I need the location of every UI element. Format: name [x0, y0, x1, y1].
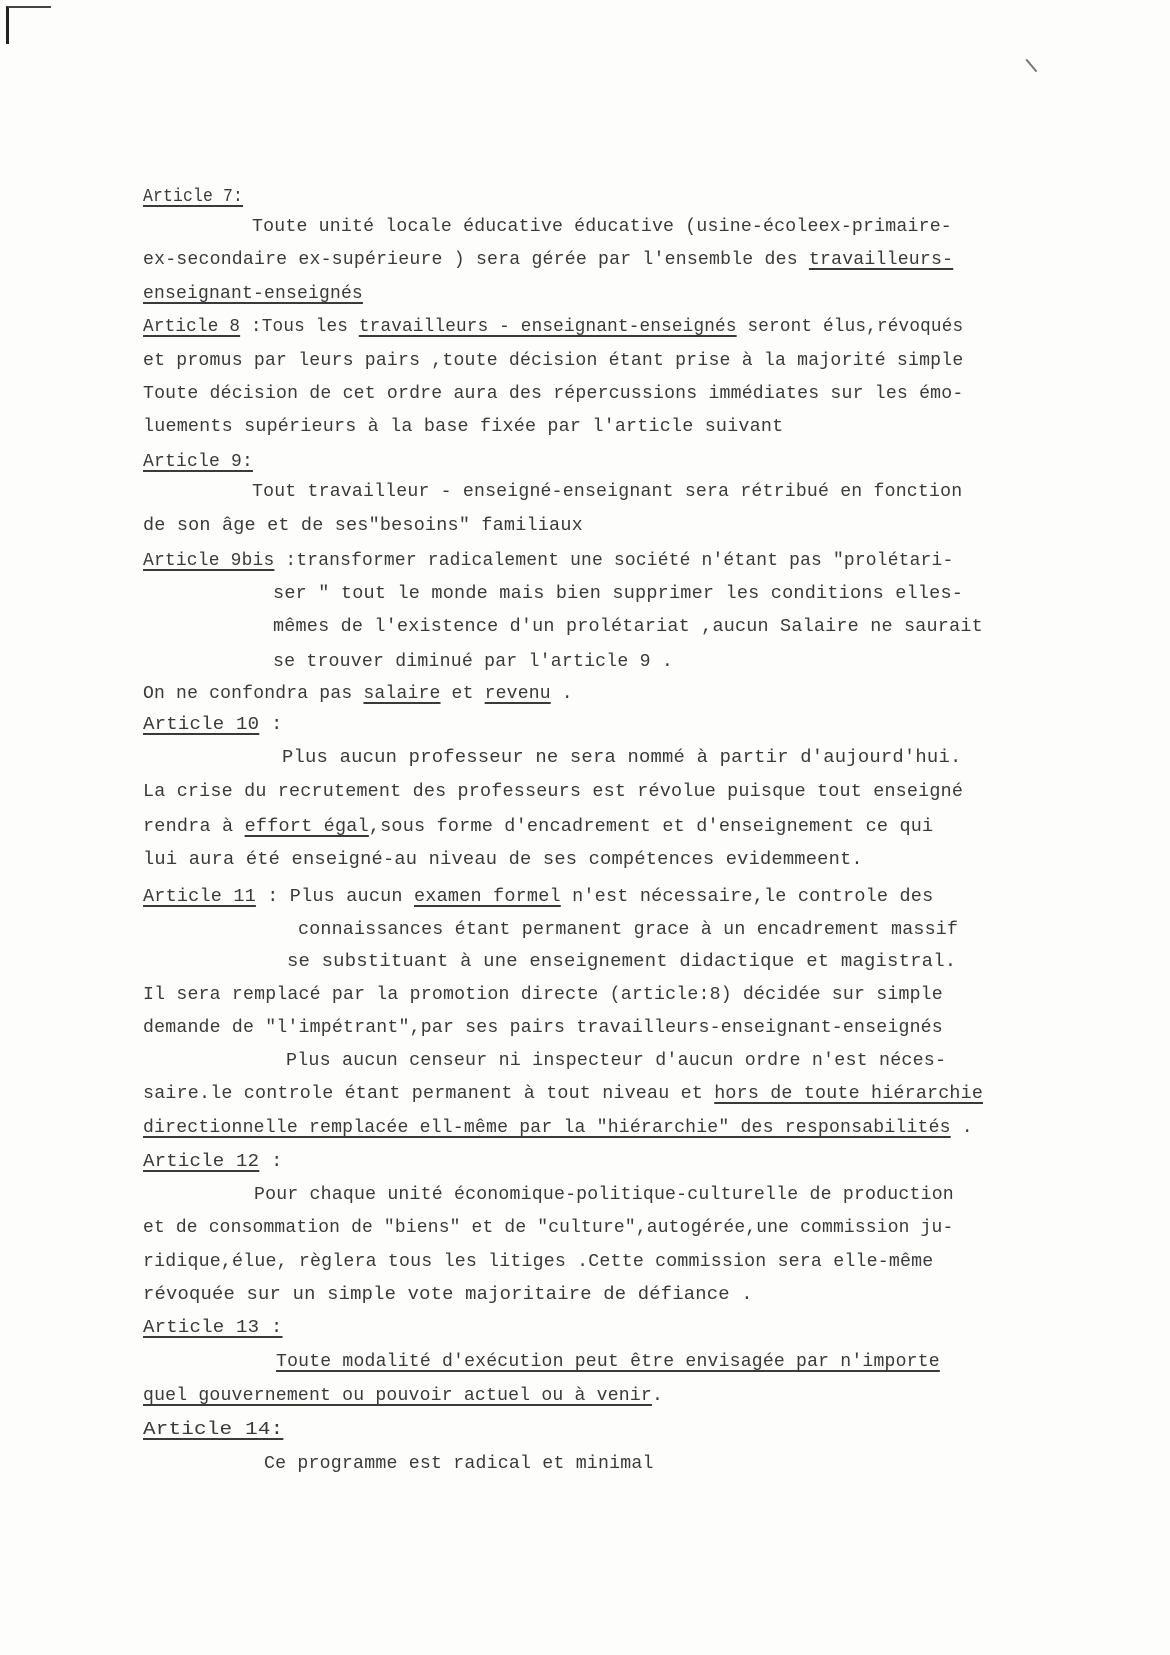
text-line	[143, 885, 933, 909]
text-line	[143, 415, 783, 439]
text-span: On ne confondra pas	[143, 683, 364, 704]
text-span: Pour chaque unité économique-politique-culturelle de production	[254, 1184, 954, 1205]
text-span: de son âge et de ses"besoins" familiaux	[143, 515, 583, 536]
underlined-text: Article 13 :	[143, 1317, 283, 1338]
text-line	[143, 1250, 933, 1274]
text-span: ex-secondaire ex-supérieure ) sera gérée par l'ensemble des	[143, 249, 809, 270]
text-span: demande de "l'impétrant",par ses pairs travailleurs-enseignant-enseignés	[143, 1017, 943, 1038]
text-line	[143, 282, 363, 306]
underlined-text: travailleurs-	[808, 249, 954, 270]
text-line	[143, 1384, 663, 1408]
underlined-text: quel gouvernement ou pouvoir actuel ou à venir	[143, 1385, 652, 1406]
text-span: .	[550, 683, 573, 704]
underlined-text: revenu	[484, 683, 551, 704]
text-line	[143, 1283, 753, 1307]
text-line	[143, 315, 963, 339]
text-span: La crise du recrutement des professeurs est révolue puisque tout enseigné	[143, 781, 964, 802]
text-line	[273, 650, 673, 674]
text-span: ser " tout le monde mais bien supprimer les conditions elles-	[273, 583, 964, 604]
underlined-text: Article 11	[143, 886, 256, 907]
text-line	[143, 248, 953, 272]
text-span: mêmes de l'existence d'un prolétariat ,aucun Salaire ne saurait	[273, 616, 983, 637]
underlined-text: effort égal	[244, 816, 369, 837]
text-line	[143, 1418, 283, 1442]
text-span: ridique,élue, règlera tous les litiges .Cette commission sera elle-même	[143, 1251, 934, 1272]
text-line	[287, 950, 956, 974]
text-line	[273, 615, 983, 639]
text-line	[143, 1150, 283, 1174]
text-line	[143, 549, 953, 573]
text-span: Toute unité locale éducative éducative (usine-écoleex-primaire-	[252, 216, 952, 237]
text-line	[143, 514, 583, 538]
text-span: :transformer radicalement une société n'étant pas "prolétari-	[274, 550, 954, 571]
underlined-text: Toute modalité d'exécution peut être envisagée par n'importe	[276, 1351, 940, 1372]
text-line	[254, 1183, 954, 1207]
text-span: seront élus,révoqués	[736, 316, 964, 337]
text-span: saire.le controle étant permanent à tout niveau et	[143, 1083, 715, 1104]
corner-scan-mark	[1015, 59, 1038, 82]
underlined-text: examen formel	[413, 886, 561, 907]
corner-crop-mark	[6, 6, 51, 44]
text-span: lui aura été enseigné-au niveau de ses compétences evidemmeent.	[143, 849, 863, 870]
text-span: n'est nécessaire,le controle des	[560, 886, 934, 907]
text-line	[143, 1316, 283, 1340]
text-span: Tout travailleur - enseigné-enseignant sera rétribué en fonction	[252, 481, 963, 502]
text-line	[282, 746, 961, 770]
text-line	[273, 582, 963, 606]
underlined-text: salaire	[363, 683, 441, 704]
text-span: se substituant à une enseignement didactique et magistral.	[287, 951, 957, 972]
text-span: rendra à	[143, 816, 245, 837]
text-span: .	[950, 1117, 973, 1138]
underlined-text: Article 8	[143, 316, 241, 337]
text-span: :Tous les	[240, 316, 359, 337]
text-line	[143, 382, 963, 406]
text-span: Il sera remplacé par la promotion directe (article:8) décidée sur simple	[143, 984, 943, 1005]
text-line	[143, 983, 943, 1007]
text-span: :	[259, 1151, 283, 1172]
underlined-text: hors de toute hiérarchie	[714, 1083, 984, 1104]
text-line	[143, 1216, 953, 1240]
text-line	[264, 1452, 654, 1476]
text-span: révoquée sur un simple vote majoritaire de défiance .	[143, 1284, 753, 1305]
text-span: se trouver diminué par l'article 9 .	[273, 651, 673, 672]
text-span: connaissances étant permanent grace à un encadrement massif	[298, 919, 959, 940]
text-span: ,sous forme d'encadrement et d'enseignement ce qui	[368, 816, 934, 837]
text-span: luements supérieurs à la base fixée par l'article suivant	[143, 416, 784, 437]
text-line	[252, 215, 952, 239]
underlined-text: Article 9:	[143, 451, 253, 472]
text-line	[252, 480, 962, 504]
underlined-text: Article 7:	[143, 186, 244, 207]
text-span: : Plus aucun	[255, 886, 414, 907]
underlined-text: enseignant-enseignés	[143, 283, 363, 304]
text-line	[143, 780, 963, 804]
underlined-text: directionnelle remplacée ell-même par la "hiérarchie" des responsabilités	[143, 1117, 951, 1138]
underlined-text: Article 9bis	[143, 550, 275, 571]
text-span: Toute décision de cet ordre aura des répercussions immédiates sur les émo-	[143, 383, 964, 404]
text-span: .	[651, 1385, 664, 1406]
text-line	[298, 918, 958, 942]
text-line	[143, 185, 243, 209]
text-line	[143, 1016, 943, 1040]
text-span: :	[259, 714, 283, 735]
underlined-text: Article 12	[143, 1151, 260, 1172]
text-line	[143, 713, 283, 737]
text-line	[143, 682, 573, 706]
text-line	[276, 1350, 940, 1374]
underlined-text: Article 10	[143, 714, 260, 735]
text-line	[143, 349, 963, 373]
text-span: et	[440, 683, 485, 704]
text-span: Plus aucun censeur ni inspecteur d'aucun ordre n'est néces-	[286, 1050, 947, 1071]
text-span: et de consommation de "biens" et de "culture",autogérée,une commission ju-	[143, 1217, 954, 1238]
text-line	[286, 1049, 946, 1073]
text-span: et promus par leurs pairs ,toute décision étant prise à la majorité simple	[143, 350, 964, 371]
text-span: Plus aucun professeur ne sera nommé à partir d'aujourd'hui.	[282, 747, 962, 768]
underlined-text: travailleurs - enseignant-enseignés	[358, 316, 737, 337]
text-line	[143, 848, 863, 872]
underlined-text: Article 14:	[143, 1419, 284, 1440]
text-line	[143, 815, 933, 839]
text-span: Ce programme est radical et minimal	[264, 1453, 654, 1474]
text-line	[143, 1082, 983, 1106]
text-line	[143, 1116, 973, 1140]
text-line	[143, 450, 253, 474]
